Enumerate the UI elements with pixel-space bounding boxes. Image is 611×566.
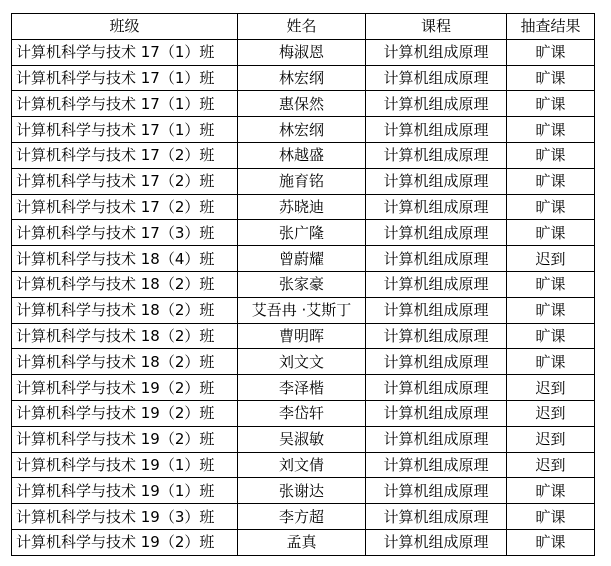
cell-result: 旷课 xyxy=(507,168,595,194)
cell-course: 计算机组成原理 xyxy=(366,91,507,117)
header-course: 课程 xyxy=(366,14,507,40)
cell-course: 计算机组成原理 xyxy=(366,323,507,349)
cell-course: 计算机组成原理 xyxy=(366,349,507,375)
cell-class: 计算机科学与技术 17（1）班 xyxy=(12,117,238,143)
table-row xyxy=(12,323,595,349)
cell-course: 计算机组成原理 xyxy=(366,142,507,168)
table-row xyxy=(12,117,595,143)
header-class: 班级 xyxy=(12,14,238,40)
cell-course: 计算机组成原理 xyxy=(366,65,507,91)
cell-course: 计算机组成原理 xyxy=(366,271,507,297)
cell-name: 李方超 xyxy=(238,504,366,530)
table-row xyxy=(12,271,595,297)
cell-class: 计算机科学与技术 19（2）班 xyxy=(12,375,238,401)
cell-class: 计算机科学与技术 19（2）班 xyxy=(12,529,238,555)
cell-name: 苏晓迪 xyxy=(238,194,366,220)
cell-name: 张广隆 xyxy=(238,220,366,246)
table-row xyxy=(12,504,595,530)
cell-name: 林宏纲 xyxy=(238,117,366,143)
cell-result: 旷课 xyxy=(507,323,595,349)
cell-result: 旷课 xyxy=(507,65,595,91)
cell-class: 计算机科学与技术 17（2）班 xyxy=(12,194,238,220)
cell-result: 旷课 xyxy=(507,478,595,504)
cell-result: 旷课 xyxy=(507,91,595,117)
cell-result: 旷课 xyxy=(507,39,595,65)
cell-course: 计算机组成原理 xyxy=(366,529,507,555)
cell-result: 迟到 xyxy=(507,452,595,478)
table-row xyxy=(12,452,595,478)
cell-name: 刘文倩 xyxy=(238,452,366,478)
cell-result: 迟到 xyxy=(507,426,595,452)
table-row xyxy=(12,65,595,91)
cell-result: 旷课 xyxy=(507,142,595,168)
cell-course: 计算机组成原理 xyxy=(366,39,507,65)
cell-class: 计算机科学与技术 17（1）班 xyxy=(12,39,238,65)
table-header xyxy=(12,14,595,40)
cell-class: 计算机科学与技术 17（3）班 xyxy=(12,220,238,246)
cell-course: 计算机组成原理 xyxy=(366,194,507,220)
table-row xyxy=(12,220,595,246)
header-result: 抽查结果 xyxy=(507,14,595,40)
cell-class: 计算机科学与技术 19（2）班 xyxy=(12,426,238,452)
table-body xyxy=(12,39,595,555)
cell-result: 旷课 xyxy=(507,504,595,530)
cell-name: 吴淑敏 xyxy=(238,426,366,452)
cell-class: 计算机科学与技术 17（2）班 xyxy=(12,168,238,194)
cell-course: 计算机组成原理 xyxy=(366,220,507,246)
cell-class: 计算机科学与技术 18（4）班 xyxy=(12,246,238,272)
table-row xyxy=(12,168,595,194)
cell-result: 旷课 xyxy=(507,194,595,220)
cell-result: 旷课 xyxy=(507,117,595,143)
cell-result: 旷课 xyxy=(507,297,595,323)
cell-course: 计算机组成原理 xyxy=(366,246,507,272)
table-row xyxy=(12,91,595,117)
cell-class: 计算机科学与技术 19（3）班 xyxy=(12,504,238,530)
cell-result: 旷课 xyxy=(507,349,595,375)
table-row xyxy=(12,349,595,375)
cell-name: 施育铭 xyxy=(238,168,366,194)
cell-course: 计算机组成原理 xyxy=(366,452,507,478)
cell-result: 迟到 xyxy=(507,246,595,272)
cell-result: 迟到 xyxy=(507,400,595,426)
table-row xyxy=(12,297,595,323)
cell-result: 旷课 xyxy=(507,271,595,297)
table-row xyxy=(12,246,595,272)
cell-result: 旷课 xyxy=(507,220,595,246)
cell-result: 迟到 xyxy=(507,375,595,401)
attendance-spot-check-table xyxy=(11,13,595,556)
cell-class: 计算机科学与技术 17（2）班 xyxy=(12,142,238,168)
cell-course: 计算机组成原理 xyxy=(366,426,507,452)
cell-class: 计算机科学与技术 19（1）班 xyxy=(12,452,238,478)
cell-name: 曾蔚耀 xyxy=(238,246,366,272)
table-row xyxy=(12,478,595,504)
table-row xyxy=(12,426,595,452)
table-row xyxy=(12,39,595,65)
cell-name: 林宏纲 xyxy=(238,65,366,91)
table-row xyxy=(12,194,595,220)
cell-name: 孟真 xyxy=(238,529,366,555)
table-row xyxy=(12,400,595,426)
header-name: 姓名 xyxy=(238,14,366,40)
table-row xyxy=(12,529,595,555)
cell-name: 梅淑恩 xyxy=(238,39,366,65)
cell-name: 张家豪 xyxy=(238,271,366,297)
table-row xyxy=(12,142,595,168)
cell-class: 计算机科学与技术 17（1）班 xyxy=(12,65,238,91)
cell-class: 计算机科学与技术 17（1）班 xyxy=(12,91,238,117)
cell-class: 计算机科学与技术 18（2）班 xyxy=(12,271,238,297)
cell-course: 计算机组成原理 xyxy=(366,117,507,143)
cell-name: 林越盛 xyxy=(238,142,366,168)
cell-course: 计算机组成原理 xyxy=(366,478,507,504)
table-row xyxy=(12,375,595,401)
cell-name: 曹明晖 xyxy=(238,323,366,349)
cell-course: 计算机组成原理 xyxy=(366,168,507,194)
cell-class: 计算机科学与技术 18（2）班 xyxy=(12,349,238,375)
cell-result: 旷课 xyxy=(507,529,595,555)
cell-name: 李岱轩 xyxy=(238,400,366,426)
cell-name: 刘文文 xyxy=(238,349,366,375)
cell-name: 惠保然 xyxy=(238,91,366,117)
header-row xyxy=(12,14,595,40)
cell-course: 计算机组成原理 xyxy=(366,375,507,401)
cell-course: 计算机组成原理 xyxy=(366,297,507,323)
cell-class: 计算机科学与技术 19（2）班 xyxy=(12,400,238,426)
cell-class: 计算机科学与技术 18（2）班 xyxy=(12,297,238,323)
cell-course: 计算机组成原理 xyxy=(366,400,507,426)
cell-name: 李泽楷 xyxy=(238,375,366,401)
cell-name: 艾吾冉 ·艾斯丁 xyxy=(238,297,366,323)
cell-class: 计算机科学与技术 19（1）班 xyxy=(12,478,238,504)
cell-class: 计算机科学与技术 18（2）班 xyxy=(12,323,238,349)
cell-name: 张谢达 xyxy=(238,478,366,504)
cell-course: 计算机组成原理 xyxy=(366,504,507,530)
